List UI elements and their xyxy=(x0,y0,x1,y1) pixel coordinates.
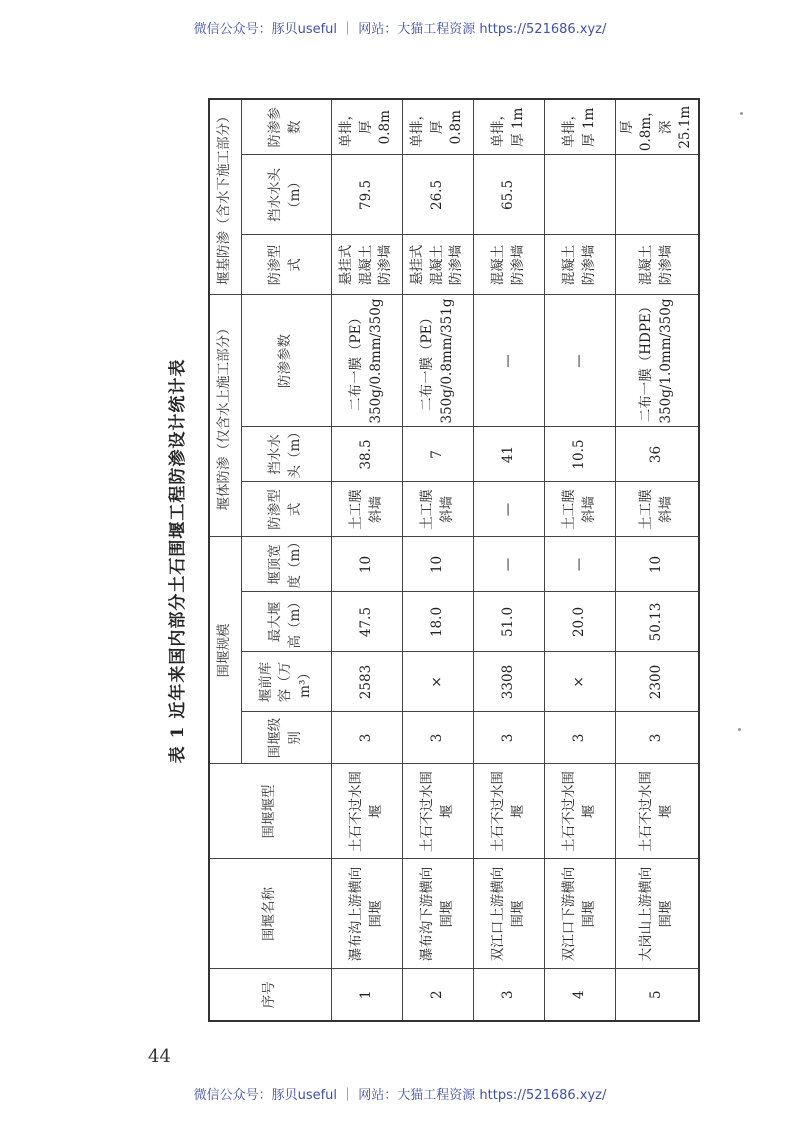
cell-body-head: 38.5 xyxy=(331,427,402,482)
header-base-group: 堰基防渗（含水下施工部分） xyxy=(209,99,241,295)
cell-name: 双江口上游横向围堰 xyxy=(473,859,544,969)
page-number: 44 xyxy=(148,1046,171,1067)
cell-level: 3 xyxy=(331,712,402,764)
table-row xyxy=(331,99,402,1021)
cell-body-param: 二布一膜（PE）350g/0.8mm/351g xyxy=(402,295,473,427)
cell-top-width: 10 xyxy=(402,537,473,592)
cell-type: 土石不过水围堰 xyxy=(402,764,473,859)
table-row xyxy=(473,99,544,1021)
cell-body-param: — xyxy=(544,295,615,427)
cell-type: 土石不过水围堰 xyxy=(615,764,699,859)
header-top-width: 堰顶宽度（m） xyxy=(241,537,331,592)
cell-base-type: 悬挂式混凝土防渗墙 xyxy=(331,235,402,295)
cell-base-param: 单排，厚 1m xyxy=(544,99,615,155)
header-seq: 序号 xyxy=(209,969,331,1021)
header-capacity: 堰前库容（万 m³） xyxy=(241,652,331,712)
header-base-type: 防渗型式 xyxy=(241,235,331,295)
cell-type: 土石不过水围堰 xyxy=(331,764,402,859)
cell-base-type: 混凝土防渗墙 xyxy=(473,235,544,295)
cell-max-height: 51.0 xyxy=(473,592,544,652)
cell-body-type: 土工膜斜墙 xyxy=(402,482,473,537)
seepage-design-table xyxy=(208,98,700,1022)
rotated-table-block xyxy=(158,100,700,1022)
watermark-top: 微信公众号：豚贝useful ｜ 网站：大猫工程资源 https://521686.xyz/ xyxy=(193,22,607,37)
header-base-head: 挡水水头（m） xyxy=(241,155,331,235)
cell-seq: 5 xyxy=(615,969,699,1021)
cell-body-param: 二布一膜（HDPE）350g/1.0mm/350g xyxy=(615,295,699,427)
cell-seq: 1 xyxy=(331,969,402,1021)
header-type: 围堰堰型 xyxy=(209,764,331,859)
cell-body-type: 土工膜斜墙 xyxy=(615,482,699,537)
header-body-head: 挡水水头（m） xyxy=(241,427,331,482)
header-level: 围堰级别 xyxy=(241,712,331,764)
cell-capacity: × xyxy=(544,652,615,712)
cell-name: 瀑布沟上游横向围堰 xyxy=(331,859,402,969)
cell-base-param: 单排，厚 1m xyxy=(473,99,544,155)
cell-max-height: 18.0 xyxy=(402,592,473,652)
cell-body-param: — xyxy=(473,295,544,427)
cell-type: 土石不过水围堰 xyxy=(473,764,544,859)
cell-base-head xyxy=(544,155,615,235)
cell-max-height: 20.0 xyxy=(544,592,615,652)
cell-level: 3 xyxy=(473,712,544,764)
header-body-group: 堰体防渗（仅含水上施工部分） xyxy=(209,295,241,537)
header-scale: 围堰规模 xyxy=(209,537,241,764)
table-row xyxy=(544,99,615,1021)
cell-name: 大岗山上游横向围堰 xyxy=(615,859,699,969)
cell-body-type: 土工膜斜墙 xyxy=(331,482,402,537)
cell-seq: 4 xyxy=(544,969,615,1021)
header-base-param: 防渗参数 xyxy=(241,99,331,155)
scan-speck xyxy=(738,728,741,731)
watermark-bottom: 微信公众号：豚贝useful ｜ 网站：大猫工程资源 https://521686.xyz/ xyxy=(193,1088,607,1103)
cell-body-head: 7 xyxy=(402,427,473,482)
cell-type: 土石不过水围堰 xyxy=(544,764,615,859)
cell-body-head: 36 xyxy=(615,427,699,482)
cell-base-type: 混凝土防渗墙 xyxy=(615,235,699,295)
cell-name: 瀑布沟下游横向围堰 xyxy=(402,859,473,969)
scan-speck xyxy=(740,112,743,115)
cell-base-param: 厚 0.8m，深 25.1m xyxy=(615,99,699,155)
header-body-param: 防渗参数 xyxy=(241,295,331,427)
table-row xyxy=(402,99,473,1021)
header-name: 围堰名称 xyxy=(209,859,331,969)
cell-base-head: 65.5 xyxy=(473,155,544,235)
cell-level: 3 xyxy=(402,712,473,764)
cell-name: 双江口下游横向围堰 xyxy=(544,859,615,969)
cell-body-type: 土工膜斜墙 xyxy=(544,482,615,537)
cell-seq: 2 xyxy=(402,969,473,1021)
cell-max-height: 50.13 xyxy=(615,592,699,652)
cell-capacity: 2300 xyxy=(615,652,699,712)
cell-base-head xyxy=(615,155,699,235)
cell-base-param: 单排，厚 0.8m xyxy=(402,99,473,155)
cell-level: 3 xyxy=(544,712,615,764)
cell-top-width: 10 xyxy=(615,537,699,592)
cell-body-param: 二布一膜（PE）350g/0.8mm/350g xyxy=(331,295,402,427)
cell-body-type: — xyxy=(473,482,544,537)
cell-base-head: 26.5 xyxy=(402,155,473,235)
table-row xyxy=(615,99,699,1021)
cell-body-head: 10.5 xyxy=(544,427,615,482)
cell-body-head: 41 xyxy=(473,427,544,482)
cell-top-width: — xyxy=(473,537,544,592)
cell-level: 3 xyxy=(615,712,699,764)
cell-base-head: 79.5 xyxy=(331,155,402,235)
cell-base-type: 悬挂式混凝土防渗墙 xyxy=(402,235,473,295)
cell-base-type: 混凝土防渗墙 xyxy=(544,235,615,295)
cell-max-height: 47.5 xyxy=(331,592,402,652)
cell-capacity: 3308 xyxy=(473,652,544,712)
cell-base-param: 单排，厚 0.8m xyxy=(331,99,402,155)
header-max-height: 最大堰高（m） xyxy=(241,592,331,652)
cell-capacity: 2583 xyxy=(331,652,402,712)
header-body-type: 防渗型式 xyxy=(241,482,331,537)
cell-top-width: — xyxy=(544,537,615,592)
table-caption: 表 1 近年来国内部分土石围堰工程防渗设计统计表 xyxy=(168,358,188,764)
cell-top-width: 10 xyxy=(331,537,402,592)
cell-capacity: × xyxy=(402,652,473,712)
cell-seq: 3 xyxy=(473,969,544,1021)
